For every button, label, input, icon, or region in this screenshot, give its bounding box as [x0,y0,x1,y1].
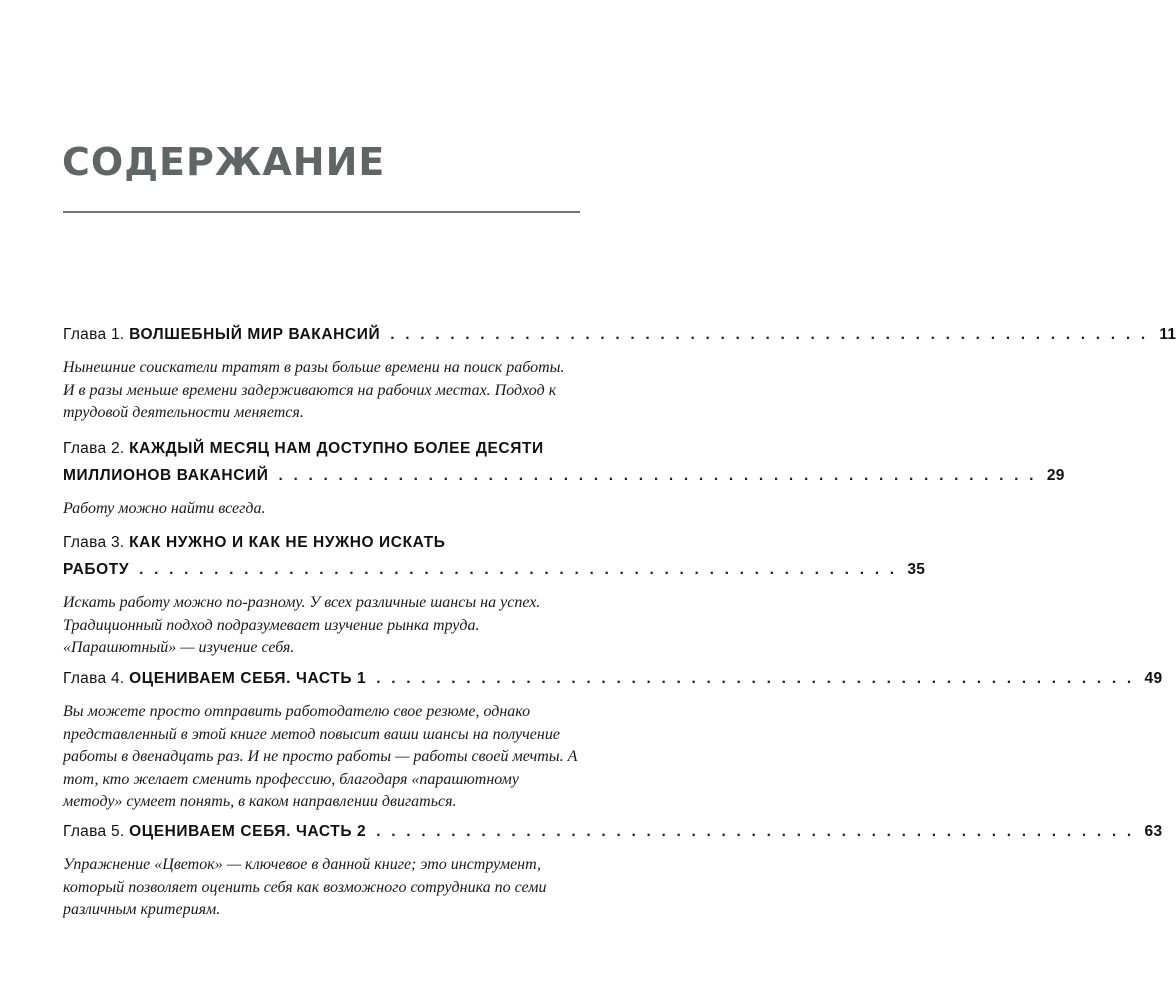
toc-entry-chapter-1[interactable] [63,321,1176,425]
chapter-name: ОЦЕНИВАЕМ СЕБЯ. ЧАСТЬ 1 [129,670,367,687]
dot-leader: . . . . . . . . . . . . . . . . . . . . . . . . . . . . . . . . . . . . . . . . . . . . . . . . . . . [278,467,1037,484]
chapter-description: Упражнение «Цветок» — ключевое в данной книге; это инструмент, который позволяет оценить себя как возможного сотрудника по семи различным критериям. [63,856,547,918]
chapter-prefix: Глава 3. [63,534,125,551]
toc-entry-chapter-5[interactable] [63,818,1163,922]
chapter-title-line [63,435,580,462]
page-number: 35 [907,561,926,578]
chapter-description: Вы можете просто отправить работодателю свое резюме, однако представленный в этой книге метод повысит ваши шансы на получение работы в двенадцать раз. И не просто работы — работы своей мечты. А тот, кто желает сменить профессию, благодаря «парашютному методу» сумеет понять, в каком направлении двигаться. [63,703,578,810]
chapter-title-line [63,529,580,556]
page-number: 11 [1159,326,1176,343]
chapter-title [63,665,1163,692]
chapter-title [63,529,926,583]
chapter-title [63,435,1065,489]
chapter-description: Работу можно найти всегда. [63,500,266,517]
chapter-name-continued: МИЛЛИОНОВ ВАКАНСИЙ [63,467,269,484]
chapter-name: ОЦЕНИВАЕМ СЕБЯ. ЧАСТЬ 2 [129,823,367,840]
chapter-title-line [63,665,1163,692]
chapter-prefix: Глава 5. [63,823,125,840]
chapter-name: КАК НУЖНО И КАК НЕ НУЖНО ИСКАТЬ [129,534,446,551]
chapter-name: КАЖДЫЙ МЕСЯЦ НАМ ДОСТУПНО БОЛЕЕ ДЕСЯТИ [129,440,544,457]
chapter-prefix: Глава 1. [63,326,125,343]
chapter-description: Нынешние соискатели тратят в разы больше времени на поиск работы. И в разы меньше времени задерживаются на рабочих местах. Подход к трудовой деятельности меняется. [63,359,565,421]
page-number: 49 [1144,670,1163,687]
chapter-title-line [63,462,1065,489]
chapter-description: Искать работу можно по-разному. У всех различные шансы на успех. Традиционный подход подразумевает изучение рынка труда. «Парашютный» — изучение себя. [63,594,541,656]
dot-leader: . . . . . . . . . . . . . . . . . . . . . . . . . . . . . . . . . . . . . . . . . . . . . . . . . . . [376,670,1135,687]
toc-entry-chapter-4[interactable] [63,665,1163,814]
chapter-name-continued: РАБОТУ [63,561,130,578]
toc-entry-chapter-3[interactable] [63,529,926,660]
chapter-title [63,818,1163,845]
toc-entry-chapter-2[interactable] [63,435,1065,521]
chapter-title-line [63,818,1163,845]
dot-leader: . . . . . . . . . . . . . . . . . . . . . . . . . . . . . . . . . . . . . . . . . . . . . . . . . . . [376,823,1135,840]
dot-leader: . . . . . . . . . . . . . . . . . . . . . . . . . . . . . . . . . . . . . . . . . . . . . . . . . . . [139,561,898,578]
page-title: СОДЕРЖАНИЕ [62,140,386,184]
chapter-prefix: Глава 4. [63,670,125,687]
page-number: 29 [1046,467,1065,484]
chapter-title-line [63,321,1176,348]
chapter-name: ВОЛШЕБНЫЙ МИР ВАКАНСИЙ [129,326,381,343]
title-divider [63,211,580,213]
chapter-title-line [63,556,926,583]
chapter-title [63,321,1176,348]
dot-leader: . . . . . . . . . . . . . . . . . . . . . . . . . . . . . . . . . . . . . . . . . . . . . . . . . . . [390,326,1149,343]
chapter-prefix: Глава 2. [63,440,125,457]
page-number: 63 [1144,823,1163,840]
